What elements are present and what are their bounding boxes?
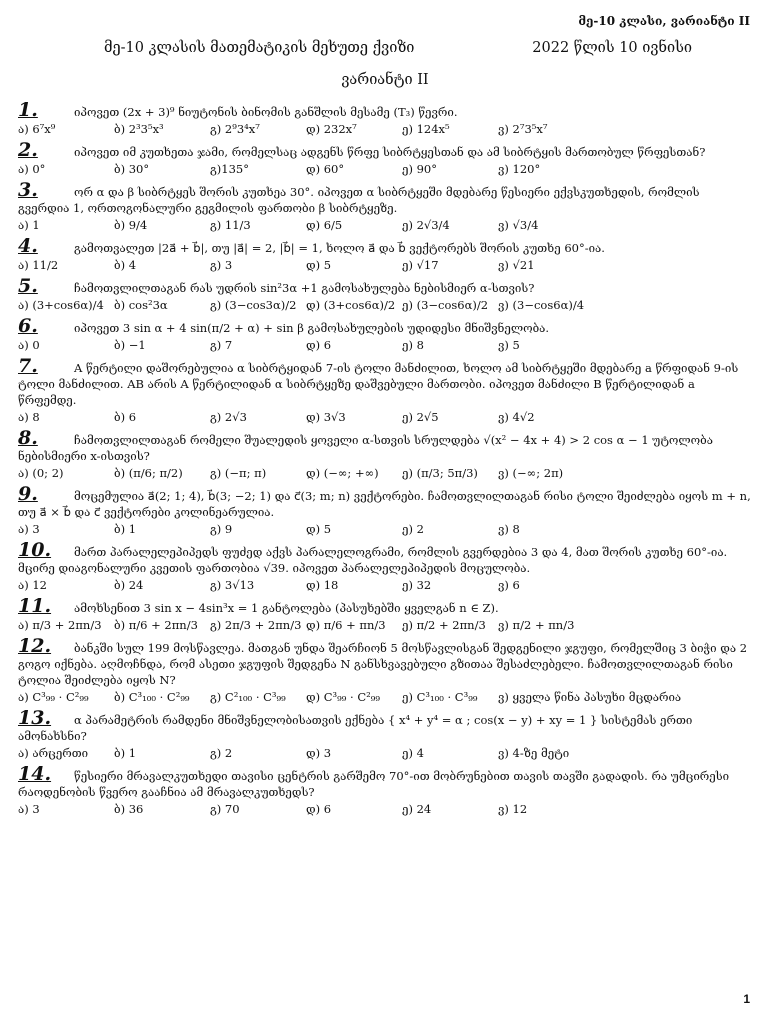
- problem-text: ორ α და β სიბრტყეს შორის კუთხეა 30°. იპოვეთ α სიბრტყეში მდებარე წესიერი ექვსკუთხედის, რომლის გვერდია 1, ორთოგონალური გეგმილის ფართობი β სიბრტყეზე.: [18, 185, 700, 215]
- variant-label: ვარიანტი II: [341, 72, 429, 88]
- answer-option[interactable]: გ) 11/3: [210, 218, 251, 232]
- problem-12: [18, 635, 752, 705]
- problem-6: [18, 315, 752, 353]
- answer-option[interactable]: ვ) 6: [498, 578, 520, 592]
- problem-question: [18, 539, 752, 576]
- answer-option[interactable]: გ) 7: [210, 338, 233, 352]
- problem-number: 4.: [18, 235, 38, 257]
- answer-option[interactable]: ა) 1: [18, 218, 40, 232]
- answer-option[interactable]: ე) 90°: [402, 162, 437, 176]
- problem-number: 10.: [18, 539, 52, 561]
- answer-option[interactable]: ა) 3: [18, 522, 40, 536]
- answer-option[interactable]: ე) 4: [402, 746, 424, 760]
- problem-text: α პარამეტრის რამდენი მნიშვნელობისათვის ექნება { x⁴ + y⁴ = α ; cos(x − y) + xy = 1 } სისტემას ერთი ამონახსნი?: [18, 713, 693, 743]
- answer-option[interactable]: დ) 5: [306, 522, 332, 536]
- problem-text: ბანკში სულ 199 მოსწავლეა. მათგან უნდა შეარჩიონ 5 მოსწავლისგან შედგენილი ჯგუფი, რომელშიც 3 ბიჭი და 2 გოგო იქნება. აღმოჩნდა, რომ ასეთი ჯგუფის შედგენა N განსხვავებული გზითაა შესაძლებელი. ჩამოთვლილთაგან რისი ტოლია შეიძლება იყოს N?: [18, 641, 748, 687]
- problem-number: 2.: [18, 139, 38, 161]
- problem-question: [18, 99, 752, 121]
- answer-options: [18, 161, 752, 177]
- answer-option[interactable]: ბ) (π/6; π/2): [114, 466, 183, 480]
- answer-option[interactable]: ა) C³₉₉ · C²₉₉: [18, 690, 89, 704]
- answer-option[interactable]: ბ) 30°: [114, 162, 150, 176]
- answer-option[interactable]: ვ) 4√2: [498, 410, 535, 424]
- problem-text: მოცემულია a⃗(2; 1; 4), b⃗(3; −2; 1) და c⃗(3; m; n) ვექტორები. ჩამოთვლილთაგან რისი ტოლი შეიძლება იყოს m + n, თუ a⃗ × b⃗ და c⃗ ვექტორები კოლინეარულია.: [18, 489, 751, 519]
- answer-option[interactable]: დ) 6/5: [306, 218, 343, 232]
- answer-options: [18, 577, 752, 593]
- answer-option[interactable]: ბ) 2³3⁵x³: [114, 122, 164, 136]
- answer-option[interactable]: ბ) −1: [114, 338, 146, 352]
- answer-option[interactable]: ა) 12: [18, 578, 47, 592]
- answer-options: [18, 801, 752, 817]
- answer-option[interactable]: ა) (0; 2): [18, 466, 64, 480]
- answer-option[interactable]: ბ) 9/4: [114, 218, 148, 232]
- answer-option[interactable]: გ) (3−cos3α)/2: [210, 298, 297, 312]
- answer-option[interactable]: ე) π/2 + 2πn/3: [402, 618, 486, 632]
- answer-option[interactable]: გ) 2: [210, 746, 233, 760]
- answer-option[interactable]: ვ) 2⁷3⁵x⁷: [498, 122, 548, 136]
- problem-number: 6.: [18, 315, 38, 337]
- answer-option[interactable]: ე) (π/3; 5π/3): [402, 466, 478, 480]
- problem-3: [18, 179, 752, 233]
- answer-option[interactable]: ბ) 4: [114, 258, 137, 272]
- problem-text: წესიერი მრავალკუთხედი თავისი ცენტრის გარშემო 70°-ით მობრუნებით თავის თავში გადადის. რა უმცირესი რაოდენობის წვერო გააჩნია ამ მრავალკუთხედს?: [18, 769, 730, 799]
- answer-option[interactable]: დ) (3+cos6α)/2: [306, 298, 396, 312]
- answer-option[interactable]: ე) 2: [402, 522, 424, 536]
- answer-option[interactable]: ვ) π/2 + πn/3: [498, 618, 575, 632]
- answer-option[interactable]: ბ) cos²3α: [114, 298, 168, 312]
- answer-option[interactable]: დ) 232x⁷: [306, 122, 357, 136]
- problem-question: [18, 707, 752, 744]
- answer-option[interactable]: ა) 0: [18, 338, 40, 352]
- answer-option[interactable]: დ) 3: [306, 746, 332, 760]
- problem-question: [18, 635, 752, 688]
- answer-option[interactable]: დ) 6: [306, 802, 332, 816]
- answer-option[interactable]: ბ) 6: [114, 410, 137, 424]
- answer-option[interactable]: გ) 70: [210, 802, 240, 816]
- problem-14: [18, 763, 752, 817]
- quiz-title: მე-10 კლასის მათემატიკის მეხუთე ქვიზი: [104, 40, 415, 56]
- problem-number: 7.: [18, 355, 38, 377]
- answer-option[interactable]: გ) 2√3: [210, 410, 247, 424]
- problem-question: [18, 315, 752, 337]
- problem-5: [18, 275, 752, 313]
- answer-option[interactable]: ვ) 8: [498, 522, 520, 536]
- problem-number: 5.: [18, 275, 38, 297]
- page-number: 1: [743, 992, 750, 1006]
- answer-options: [18, 217, 752, 233]
- problem-text: მართ პარალელეპიპედს ფუძედ აქვს პარალელოგრამი, რომლის გვერდებია 3 და 4, მათ შორის კუთხე 60°-ია. მცირე დიაგონალური კვეთის ფართობია √39. იპოვეთ პარალელეპიპედის მოცულობა.: [18, 545, 728, 575]
- answer-option[interactable]: ვ) (3−cos6α)/4: [498, 298, 585, 312]
- problem-number: 14.: [18, 763, 52, 785]
- problem-question: [18, 139, 752, 161]
- answer-option[interactable]: ე) 8: [402, 338, 424, 352]
- problem-text: A წერტილი დაშორებულია α სიბრტყიდან 7-ის ტოლი მანძილით, ხოლო ამ სიბრტყეში მდებარე a წრფიდან 9-ის ტოლი მანძილით. AB არის A წერტილიდან α სიბრტყეზე დაშვებული მართობი. იპოვეთ მანძილი B წერტილიდან a წრფემდე.: [18, 361, 739, 407]
- answer-option[interactable]: გ) C²₁₀₀ · C³₉₉: [210, 690, 286, 704]
- answer-option[interactable]: ბ) 24: [114, 578, 144, 592]
- answer-options: [18, 745, 752, 761]
- quiz-date: 2022 წლის 10 ივნისი: [532, 40, 692, 56]
- problem-4: [18, 235, 752, 273]
- answer-option[interactable]: დ) 6: [306, 338, 332, 352]
- answer-options: [18, 617, 752, 633]
- answer-option[interactable]: ვ) (−∞; 2π): [498, 466, 564, 480]
- answer-options: [18, 337, 752, 353]
- corner-label: მე-10 კლასი, ვარიანტი II: [578, 14, 750, 28]
- answer-option[interactable]: დ) 18: [306, 578, 339, 592]
- answer-option[interactable]: ე) 32: [402, 578, 432, 592]
- answer-option[interactable]: გ)135°: [210, 162, 249, 176]
- answer-option[interactable]: ე) 2√3/4: [402, 218, 450, 232]
- problem-question: [18, 483, 752, 520]
- problem-question: [18, 427, 752, 464]
- answer-options: [18, 257, 752, 273]
- answer-option[interactable]: გ) 9: [210, 522, 233, 536]
- answer-options: [18, 465, 752, 481]
- answer-option[interactable]: ა) 3: [18, 802, 40, 816]
- answer-option[interactable]: ა) არცერთი: [18, 746, 89, 760]
- problem-number: 13.: [18, 707, 52, 729]
- answer-option[interactable]: ვ) ყველა წინა პასუხი მცდარია: [498, 690, 682, 704]
- problem-question: [18, 179, 752, 216]
- answer-option[interactable]: ბ) 1: [114, 522, 137, 536]
- answer-option[interactable]: დ) 5: [306, 258, 332, 272]
- problem-question: [18, 275, 752, 297]
- answer-option[interactable]: დ) 3√3: [306, 410, 346, 424]
- answer-option[interactable]: ე) 2√5: [402, 410, 439, 424]
- answer-option[interactable]: ა) 0°: [18, 162, 46, 176]
- problem-number: 11.: [18, 595, 52, 617]
- problem-text: იპოვეთ იმ კუთხეთა ჯამი, რომელსაც ადგენს წრფე სიბრტყესთან და ამ სიბრტყის მართობულ წრფესთან?: [74, 145, 706, 159]
- answer-option[interactable]: ე) 24: [402, 802, 432, 816]
- answer-option[interactable]: ვ) 4-ზე მეტი: [498, 746, 570, 760]
- problem-question: [18, 595, 752, 617]
- answer-option[interactable]: გ) 2π/3 + 2πn/3: [210, 618, 302, 632]
- answer-option[interactable]: ბ) C³₁₀₀ · C²₉₉: [114, 690, 190, 704]
- problem-11: [18, 595, 752, 633]
- answer-option[interactable]: დ) π/6 + πn/3: [306, 618, 386, 632]
- problem-number: 1.: [18, 99, 38, 121]
- problem-text: ჩამოთვლილთაგან რას უდრის sin²3α +1 გამოსახულება ნებისმიერ α-სთვის?: [74, 281, 535, 295]
- problem-question: [18, 355, 752, 408]
- answer-option[interactable]: ბ) 36: [114, 802, 144, 816]
- answer-option[interactable]: ა) (3+cos6α)/4: [18, 298, 104, 312]
- answer-option[interactable]: გ) (−π; π): [210, 466, 267, 480]
- answer-option[interactable]: ა) 11/2: [18, 258, 59, 272]
- problem-number: 8.: [18, 427, 38, 449]
- answer-options: [18, 521, 752, 537]
- answer-option[interactable]: ვ) √21: [498, 258, 535, 272]
- answer-option[interactable]: ვ) 12: [498, 802, 528, 816]
- problem-question: [18, 763, 752, 800]
- problem-8: [18, 427, 752, 481]
- answer-option[interactable]: ა) π/3 + 2πn/3: [18, 618, 102, 632]
- answer-option[interactable]: ა) 6⁷x⁹: [18, 122, 56, 136]
- answer-option[interactable]: ბ) π/6 + 2πn/3: [114, 618, 198, 632]
- header: [104, 40, 692, 56]
- quiz-page: [18, 14, 752, 822]
- problem-text: იპოვეთ (2x + 3)⁹ ნიუტონის ბინომის განშლის მესამე (T₃) წევრი.: [74, 105, 458, 119]
- answer-option[interactable]: ბ) 1: [114, 746, 137, 760]
- problem-2: [18, 139, 752, 177]
- answer-option[interactable]: გ) 3: [210, 258, 233, 272]
- problem-1: [18, 99, 752, 137]
- answer-option[interactable]: დ) 60°: [306, 162, 345, 176]
- answer-options: [18, 121, 752, 137]
- answer-option[interactable]: დ) (−∞; +∞): [306, 466, 379, 480]
- answer-options: [18, 409, 752, 425]
- problem-list: [18, 99, 752, 817]
- answer-option[interactable]: ვ) 5: [498, 338, 520, 352]
- problem-number: 3.: [18, 179, 38, 201]
- answer-option[interactable]: ა) 8: [18, 410, 40, 424]
- problem-13: [18, 707, 752, 761]
- problem-text: იპოვეთ 3 sin α + 4 sin(π/2 + α) + sin β გამოსახულების უდიდესი მნიშვნელობა.: [74, 321, 550, 335]
- problem-number: 9.: [18, 483, 38, 505]
- answer-option[interactable]: გ) 3√13: [210, 578, 255, 592]
- problem-text: ჩამოთვლილთაგან რომელი შუალედის ყოველი α-სთვის სრულდება √(x² − 4x + 4) > 2 cos α − 1 უტოლობა ნებისმიერი x-ისთვის?: [18, 433, 713, 463]
- problem-text: ამოხსენით 3 sin x − 4sin³x = 1 განტოლება (პასუხებში ყველგან n ∈ Z).: [74, 601, 499, 615]
- answer-option[interactable]: დ) C³₉₉ · C²₉₉: [306, 690, 380, 704]
- answer-options: [18, 297, 752, 313]
- answer-option[interactable]: გ) 2⁹3⁴x⁷: [210, 122, 260, 136]
- problem-number: 12.: [18, 635, 52, 657]
- problem-question: [18, 235, 752, 257]
- problem-10: [18, 539, 752, 593]
- answer-option[interactable]: ვ) √3/4: [498, 218, 539, 232]
- answer-option[interactable]: ე) C³₁₀₀ · C³₉₉: [402, 690, 478, 704]
- answer-option[interactable]: ე) 124x⁵: [402, 122, 450, 136]
- answer-option[interactable]: ვ) 120°: [498, 162, 541, 176]
- answer-option[interactable]: ე) (3−cos6α)/2: [402, 298, 489, 312]
- problem-9: [18, 483, 752, 537]
- answer-options: [18, 689, 752, 705]
- problem-7: [18, 355, 752, 425]
- problem-text: გამოთვალეთ |2a⃗ + b⃗|, თუ |a⃗| = 2, |b⃗| = 1, ხოლო a⃗ და b⃗ ვექტორებს შორის კუთხე 60°-ია.: [74, 241, 605, 255]
- answer-option[interactable]: ე) √17: [402, 258, 439, 272]
